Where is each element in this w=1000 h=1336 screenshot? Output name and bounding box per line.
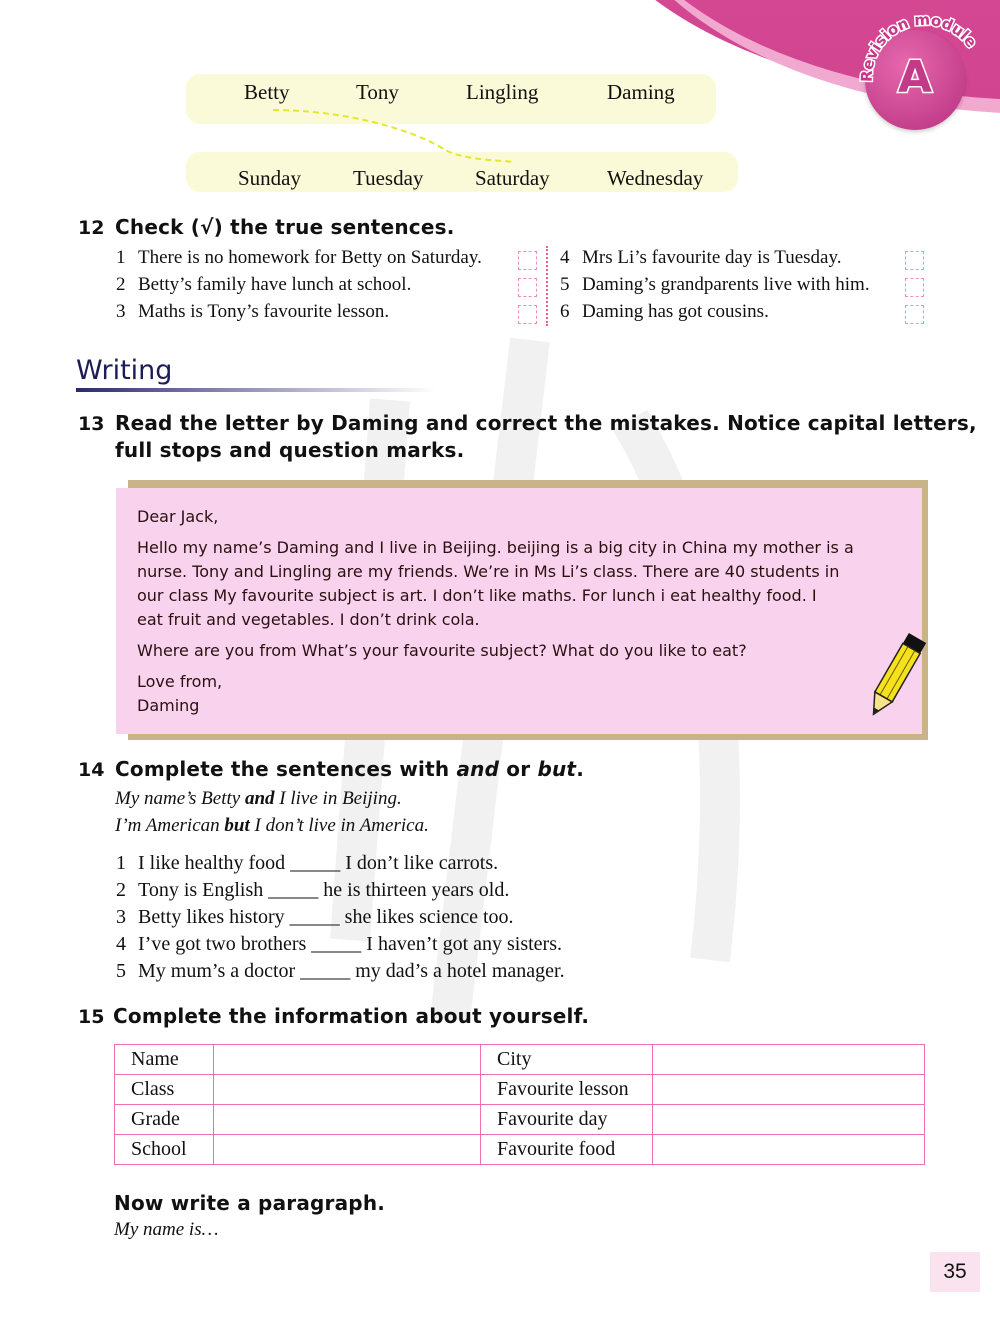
example-sentence — [115, 788, 402, 810]
item-text: Betty likes history — [138, 906, 285, 928]
match-day[interactable]: Saturday — [475, 166, 550, 190]
answer-cell[interactable] — [214, 1075, 481, 1105]
item-text: Maths is Tony’s favourite lesson. — [138, 301, 390, 322]
item-number: 1 — [116, 852, 126, 874]
match-day[interactable]: Wednesday — [607, 166, 704, 190]
answer-cell[interactable] — [653, 1075, 925, 1105]
match-name[interactable]: Lingling — [466, 80, 539, 104]
item-text: Betty’s family have lunch at school. — [138, 274, 412, 295]
item-text: my dad’s a hotel manager. — [355, 960, 565, 982]
item-number: 6 — [560, 301, 570, 322]
answer-cell[interactable] — [653, 1135, 925, 1165]
letter-body-line: our class My favourite subject is art. I don’t like maths. For lunch i eat healthy food. I — [137, 586, 817, 605]
true-false-item — [560, 247, 841, 269]
item-text: Tony is English — [138, 879, 264, 901]
answer-cell[interactable] — [214, 1105, 481, 1135]
row-label: Class — [115, 1075, 214, 1105]
answer-blank[interactable]: _____ — [300, 960, 351, 982]
exercise-title: Read the letter by Daming and correct the mistakes. Notice capital letters, — [115, 411, 977, 435]
item-number: 3 — [116, 906, 126, 928]
column-divider — [546, 246, 548, 326]
item-number: 4 — [116, 933, 126, 955]
true-false-item — [116, 301, 389, 323]
answer-cell[interactable] — [214, 1045, 481, 1075]
true-false-item — [116, 274, 411, 296]
item-text: I’ve got two brothers — [138, 933, 307, 955]
table-row — [115, 1105, 925, 1135]
letter-signature: Daming — [137, 696, 200, 715]
item-number: 5 — [560, 274, 570, 295]
row-label: Grade — [115, 1105, 214, 1135]
item-text: he is thirteen years old. — [323, 879, 510, 901]
example-text: My name’s Betty — [115, 788, 245, 809]
match-name[interactable]: Betty — [244, 80, 290, 104]
true-false-item — [116, 247, 482, 269]
row-label: Favourite day — [481, 1105, 653, 1135]
match-day[interactable]: Tuesday — [353, 166, 424, 190]
page-number: 35 — [930, 1252, 980, 1292]
item-number: 5 — [116, 960, 126, 982]
checkbox[interactable] — [518, 278, 537, 297]
exercise-number: 15 — [78, 1006, 105, 1028]
paragraph-prompt: My name is… — [114, 1219, 219, 1240]
item-number: 2 — [116, 879, 126, 901]
exercise-number: 12 — [78, 217, 105, 239]
title-text: . — [576, 757, 584, 781]
item-text: Daming has got cousins. — [582, 301, 769, 322]
exercise-title: Check (√) the true sentences. — [115, 215, 455, 239]
row-label: School — [115, 1135, 214, 1165]
example-sentence — [115, 815, 429, 837]
fill-blank-item — [116, 933, 562, 956]
item-text: she likes science too. — [344, 906, 514, 928]
fill-blank-item — [116, 960, 565, 983]
item-text: My mum’s a doctor — [138, 960, 296, 982]
title-but: but — [537, 757, 577, 781]
example-text: I don’t live in America. — [249, 815, 429, 836]
true-false-item — [560, 301, 769, 323]
row-label: Favourite food — [481, 1135, 653, 1165]
badge-letter: A — [897, 52, 933, 103]
row-label: City — [481, 1045, 653, 1075]
section-underline — [76, 388, 436, 392]
checkbox[interactable] — [905, 251, 924, 270]
svg-text:Revision module — [858, 12, 981, 82]
exercise-title: Complete the information about yourself. — [113, 1004, 590, 1028]
item-number: 3 — [116, 301, 126, 322]
letter-body-line: eat fruit and vegetables. I don’t drink cola. — [137, 610, 480, 629]
letter-questions: Where are you from What’s your favourite subject? What do you like to eat? — [137, 641, 747, 660]
title-text: or — [499, 757, 538, 781]
example-text: I’m American — [115, 815, 225, 836]
row-label: Favourite lesson — [481, 1075, 653, 1105]
exercise-number: 14 — [78, 759, 105, 781]
item-number: 1 — [116, 247, 126, 268]
example-match-line — [265, 105, 525, 165]
row-label: Name — [115, 1045, 214, 1075]
checkbox[interactable] — [518, 251, 537, 270]
table-row — [115, 1075, 925, 1105]
answer-blank[interactable]: _____ — [290, 852, 341, 874]
answer-blank[interactable]: _____ — [311, 933, 362, 955]
letter-greeting: Dear Jack, — [137, 507, 219, 526]
item-text: There is no homework for Betty on Saturday. — [138, 247, 482, 268]
item-text: I don’t like carrots. — [345, 852, 499, 874]
example-conjunction: but — [224, 815, 250, 836]
item-text: Daming’s grandparents live with him. — [582, 274, 870, 295]
letter-body-line: Hello my name’s Daming and I live in Beijing. beijing is a big city in China my mother is a — [137, 538, 854, 557]
answer-blank[interactable]: _____ — [268, 879, 319, 901]
checkbox[interactable] — [518, 305, 537, 324]
answer-cell[interactable] — [214, 1135, 481, 1165]
exercise-number: 13 — [78, 413, 105, 435]
fill-blank-item — [116, 852, 498, 875]
checkbox[interactable] — [905, 305, 924, 324]
letter-body-line: nurse. Tony and Lingling are my friends. We’re in Ms Li’s class. There are 40 students in — [137, 562, 840, 581]
answer-cell[interactable] — [653, 1105, 925, 1135]
pencil-icon — [860, 630, 930, 725]
item-number: 2 — [116, 274, 126, 295]
exercise-title — [115, 757, 584, 781]
item-text: I haven’t got any sisters. — [366, 933, 562, 955]
title-and: and — [456, 757, 500, 781]
title-text: Complete the sentences with — [115, 757, 457, 781]
letter-closing: Love from, — [137, 672, 223, 691]
example-text: I live in Beijing. — [274, 788, 402, 809]
table-row — [115, 1135, 925, 1165]
personal-info-table — [114, 1044, 925, 1165]
fill-blank-item — [116, 906, 514, 929]
match-name[interactable]: Tony — [356, 80, 399, 104]
answer-cell[interactable] — [653, 1045, 925, 1075]
section-heading: Writing — [76, 355, 173, 386]
example-conjunction: and — [244, 788, 275, 809]
match-name[interactable]: Daming — [607, 80, 675, 104]
badge-arc-text — [850, 12, 990, 112]
item-text: Mrs Li’s favourite day is Tuesday. — [582, 247, 842, 268]
paragraph-title: Now write a paragraph. — [114, 1191, 386, 1215]
checkbox[interactable] — [905, 278, 924, 297]
badge-label: Revision module — [857, 12, 981, 83]
fill-blank-item — [116, 879, 509, 902]
answer-blank[interactable]: _____ — [289, 906, 340, 928]
exercise-title-line2: full stops and question marks. — [115, 438, 465, 462]
item-text: I like healthy food — [138, 852, 286, 874]
table-row — [115, 1045, 925, 1075]
item-number: 4 — [560, 247, 570, 268]
true-false-item — [560, 274, 870, 296]
match-day[interactable]: Sunday — [238, 166, 301, 190]
